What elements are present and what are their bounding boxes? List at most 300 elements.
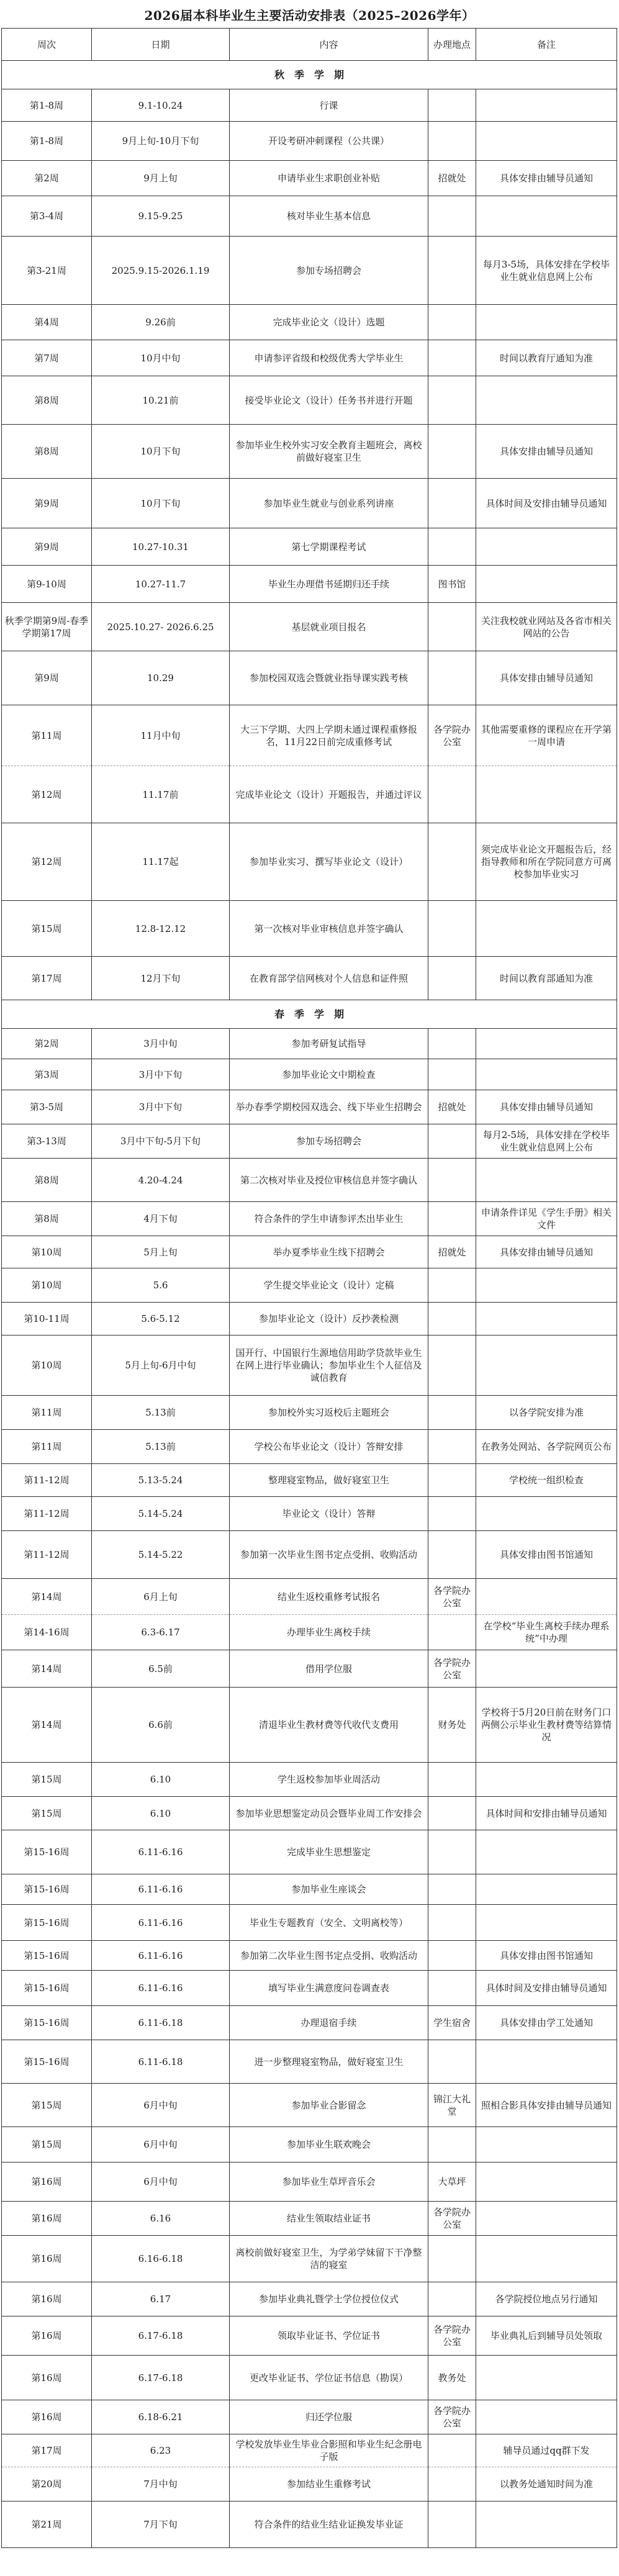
- cell-location: [428, 2040, 476, 2084]
- schedule-row: [2, 1650, 617, 1688]
- cell-remark: [476, 2501, 617, 2548]
- cell-remark: 照相合影具体安排由辅导员通知: [476, 2084, 617, 2127]
- cell-date: 10.21前: [92, 376, 230, 425]
- cell-week: 第21周: [2, 2501, 92, 2548]
- cell-content: 学校公布毕业论文（设计）答辩安排: [230, 1430, 428, 1464]
- cell-date: 5.13前: [92, 1396, 230, 1430]
- cell-week: 第1-8周: [2, 122, 92, 161]
- cell-content: 行课: [230, 89, 428, 122]
- cell-location: [428, 1124, 476, 1159]
- cell-location: 各学院办公室: [428, 1650, 476, 1688]
- cell-location: 学生宿舍: [428, 2006, 476, 2040]
- cell-location: [428, 1159, 476, 1202]
- cell-location: [428, 1615, 476, 1650]
- cell-content: 参加考研复试指导: [230, 1029, 428, 1059]
- cell-date: 10.27-10.31: [92, 528, 230, 566]
- schedule-table-body: [2, 61, 617, 2548]
- schedule-row: [2, 2084, 617, 2127]
- schedule-row: [2, 1830, 617, 1874]
- cell-week: 第11-12周: [2, 1497, 92, 1531]
- cell-date: 7月下旬: [92, 2501, 230, 2548]
- cell-remark: [476, 1029, 617, 1059]
- cell-week: 第8周: [2, 425, 92, 479]
- cell-location: 招就处: [428, 161, 476, 196]
- schedule-row: [2, 957, 617, 1000]
- cell-date: 6.3-6.17: [92, 1615, 230, 1650]
- cell-date: 4月下旬: [92, 1202, 230, 1236]
- cell-location: [428, 479, 476, 528]
- cell-content: 国开行、中国银行生源地信用助学贷款毕业生在网上进行毕业确认；参加毕业生个人征信及诚信教育: [230, 1335, 428, 1396]
- cell-week: 第14周: [2, 1650, 92, 1688]
- schedule-row: [2, 1396, 617, 1430]
- schedule-row: [2, 122, 617, 161]
- cell-date: 5月上旬: [92, 1236, 230, 1268]
- cell-week: 第10周: [2, 1268, 92, 1303]
- cell-location: [428, 2501, 476, 2548]
- cell-week: 第14周: [2, 1688, 92, 1763]
- schedule-row: [2, 603, 617, 651]
- cell-week: 第16周: [2, 2400, 92, 2434]
- cell-location: [428, 901, 476, 957]
- cell-content: 开设考研冲刺课程（公共课）: [230, 122, 428, 161]
- cell-week: 秋季学期第9周-春季学期第17周: [2, 603, 92, 651]
- cell-content: 毕业生专题教育（安全、文明离校等）: [230, 1905, 428, 1941]
- cell-date: 10.27-11.7: [92, 566, 230, 603]
- cell-week: 第8周: [2, 1159, 92, 1202]
- cell-location: [428, 425, 476, 479]
- schedule-row: [2, 1268, 617, 1303]
- cell-date: 5月上旬-6月中旬: [92, 1335, 230, 1396]
- cell-week: 第1-8周: [2, 89, 92, 122]
- cell-remark: 具体安排由辅导员通知: [476, 1236, 617, 1268]
- cell-remark: 具体安排由图书馆通知: [476, 1941, 617, 1971]
- cell-week: 第15周: [2, 1797, 92, 1830]
- cell-week: 第15周: [2, 901, 92, 957]
- cell-content: 参加结业生重修考试: [230, 2467, 428, 2501]
- cell-location: [428, 305, 476, 340]
- cell-date: 6.17-6.18: [92, 2316, 230, 2356]
- cell-week: 第3-21周: [2, 237, 92, 305]
- cell-week: 第11-12周: [2, 1464, 92, 1497]
- cell-date: 3月中下旬: [92, 1090, 230, 1124]
- cell-date: 12.8-12.12: [92, 901, 230, 957]
- schedule-row: [2, 2040, 617, 2084]
- cell-remark: [476, 196, 617, 237]
- cell-date: 3月中下旬-5月下旬: [92, 1124, 230, 1159]
- cell-content: 学生返校参加毕业周活动: [230, 1763, 428, 1797]
- cell-date: 6月中旬: [92, 2084, 230, 2127]
- cell-remark: 在学校“毕业生离校手续办理系统”中办理: [476, 1615, 617, 1650]
- cell-week: 第3-4周: [2, 196, 92, 237]
- schedule-row: [2, 2202, 617, 2236]
- cell-location: 各学院办公室: [428, 2316, 476, 2356]
- cell-content: 第二次核对毕业及授位审核信息并签字确认: [230, 1159, 428, 1202]
- cell-location: 招就处: [428, 1236, 476, 1268]
- cell-date: 6.11-6.16: [92, 1830, 230, 1874]
- schedule-row: [2, 1874, 617, 1905]
- cell-location: [428, 1396, 476, 1430]
- cell-week: 第10周: [2, 1335, 92, 1396]
- section-header-row: [2, 1000, 617, 1029]
- cell-content: 第七学期课程考试: [230, 528, 428, 566]
- column-header-content: 内容: [230, 29, 428, 61]
- schedule-row: [2, 2282, 617, 2316]
- cell-location: 招就处: [428, 1090, 476, 1124]
- section-header-row: [2, 61, 617, 89]
- cell-remark: 具体安排由学工处通知: [476, 2006, 617, 2040]
- cell-content: 学生提交毕业论文（设计）定稿: [230, 1268, 428, 1303]
- cell-remark: [476, 1830, 617, 1874]
- schedule-row: [2, 237, 617, 305]
- cell-date: 10.29: [92, 651, 230, 705]
- cell-remark: 须完成毕业论文开题报告后，经指导教师和所在学院同意方可离校参加毕业实习: [476, 823, 617, 901]
- schedule-row: [2, 1335, 617, 1396]
- cell-remark: [476, 2127, 617, 2162]
- schedule-row: [2, 823, 617, 901]
- cell-remark: [476, 1650, 617, 1688]
- cell-date: 6月中旬: [92, 2162, 230, 2202]
- cell-date: 11.17前: [92, 766, 230, 823]
- schedule-row: [2, 901, 617, 957]
- cell-location: [428, 1303, 476, 1335]
- schedule-row: [2, 766, 617, 823]
- cell-date: 6.10: [92, 1763, 230, 1797]
- cell-date: 10月下旬: [92, 479, 230, 528]
- cell-week: 第4周: [2, 305, 92, 340]
- cell-week: 第11周: [2, 1430, 92, 1464]
- cell-location: [428, 122, 476, 161]
- cell-week: 第15-16周: [2, 1971, 92, 2006]
- cell-remark: 时间以教育部通知为准: [476, 957, 617, 1000]
- cell-week: 第15-16周: [2, 1941, 92, 1971]
- cell-remark: 具体安排由辅导员通知: [476, 425, 617, 479]
- schedule-row: [2, 528, 617, 566]
- schedule-row: [2, 196, 617, 237]
- cell-remark: [476, 305, 617, 340]
- schedule-row: [2, 1531, 617, 1579]
- schedule-row: [2, 1202, 617, 1236]
- cell-content: 基层就业项目报名: [230, 603, 428, 651]
- cell-week: 第2周: [2, 1029, 92, 1059]
- cell-date: 6.11-6.16: [92, 1905, 230, 1941]
- schedule-row: [2, 566, 617, 603]
- schedule-row: [2, 89, 617, 122]
- cell-remark: 具体安排由辅导员通知: [476, 651, 617, 705]
- cell-content: 举办夏季毕业生线下招聘会: [230, 1236, 428, 1268]
- cell-date: 6.18-6.21: [92, 2400, 230, 2434]
- cell-week: 第15-16周: [2, 1874, 92, 1905]
- cell-date: 6.17-6.18: [92, 2356, 230, 2400]
- schedule-row: [2, 305, 617, 340]
- schedule-row: [2, 1688, 617, 1763]
- cell-location: 图书馆: [428, 566, 476, 603]
- schedule-row: [2, 1763, 617, 1797]
- cell-week: 第15-16周: [2, 1905, 92, 1941]
- cell-week: 第15周: [2, 2084, 92, 2127]
- cell-date: 6.11-6.18: [92, 2040, 230, 2084]
- cell-remark: [476, 1159, 617, 1202]
- cell-content: 参加第二次毕业生图书定点受捐、收购活动: [230, 1941, 428, 1971]
- cell-content: 完成毕业论文（设计）选题: [230, 305, 428, 340]
- cell-location: [428, 1202, 476, 1236]
- cell-week: 第17周: [2, 2434, 92, 2467]
- cell-remark: [476, 1268, 617, 1303]
- column-header-remark: 备注: [476, 29, 617, 61]
- cell-date: 6.6前: [92, 1688, 230, 1763]
- cell-content: 完成毕业论文（设计）开题报告，并通过评议: [230, 766, 428, 823]
- cell-location: [428, 1874, 476, 1905]
- cell-location: [428, 528, 476, 566]
- schedule-row: [2, 340, 617, 376]
- cell-remark: 具体安排由图书馆通知: [476, 1531, 617, 1579]
- cell-remark: [476, 2162, 617, 2202]
- cell-content: 结业生返校重修考试报名: [230, 1579, 428, 1615]
- cell-date: 6.17: [92, 2282, 230, 2316]
- cell-location: [428, 1941, 476, 1971]
- schedule-row: [2, 1497, 617, 1531]
- schedule-row: [2, 1905, 617, 1941]
- cell-date: 5.14-5.22: [92, 1531, 230, 1579]
- cell-content: 办理退宿手续: [230, 2006, 428, 2040]
- column-header-location: 办理地点: [428, 29, 476, 61]
- cell-remark: 关注我校就业网站及各省市相关网站的公告: [476, 603, 617, 651]
- cell-remark: [476, 2236, 617, 2282]
- cell-week: 第7周: [2, 340, 92, 376]
- cell-location: [428, 196, 476, 237]
- cell-location: 锦江大礼堂: [428, 2084, 476, 2127]
- cell-content: 完成毕业生思想鉴定: [230, 1830, 428, 1874]
- cell-location: [428, 1430, 476, 1464]
- cell-remark: [476, 766, 617, 823]
- cell-remark: [476, 1763, 617, 1797]
- cell-content: 参加校外实习返校后主题班会: [230, 1396, 428, 1430]
- cell-remark: 具体安排由辅导员通知: [476, 1090, 617, 1124]
- cell-content: 在教育部学信网核对个人信息和证件照: [230, 957, 428, 1000]
- cell-location: [428, 376, 476, 425]
- cell-content: 参加毕业论文中期检查: [230, 1059, 428, 1090]
- cell-content: 参加专场招聘会: [230, 1124, 428, 1159]
- cell-remark: 在教务处网站、各学院网页公布: [476, 1430, 617, 1464]
- cell-week: 第9周: [2, 528, 92, 566]
- schedule-row: [2, 2501, 617, 2548]
- cell-content: 大三下学期、大四上学期未通过课程重修报名，11月22日前完成重修考试: [230, 705, 428, 766]
- cell-remark: 具体安排由辅导员通知: [476, 161, 617, 196]
- schedule-row: [2, 2236, 617, 2282]
- cell-remark: [476, 1497, 617, 1531]
- cell-date: 4.20-4.24: [92, 1159, 230, 1202]
- cell-content: 借用学位服: [230, 1650, 428, 1688]
- cell-week: 第20周: [2, 2467, 92, 2501]
- cell-remark: [476, 1059, 617, 1090]
- schedule-row: [2, 376, 617, 425]
- cell-week: 第9-10周: [2, 566, 92, 603]
- cell-date: 6月中旬: [92, 2127, 230, 2162]
- cell-remark: [476, 2040, 617, 2084]
- cell-content: 接受毕业论文（设计）任务书并进行开题: [230, 376, 428, 425]
- cell-content: 参加毕业生就业与创业系列讲座: [230, 479, 428, 528]
- cell-date: 5.13前: [92, 1430, 230, 1464]
- cell-content: 离校前做好寝室卫生，为学弟学妹留下干净整洁的寝室: [230, 2236, 428, 2282]
- cell-content: 填写毕业生满意度问卷调查表: [230, 1971, 428, 2006]
- schedule-row: [2, 2006, 617, 2040]
- cell-remark: 以各学院安排为准: [476, 1396, 617, 1430]
- cell-content: 参加校园双选会暨就业指导课实践考核: [230, 651, 428, 705]
- cell-content: 参加毕业生座谈会: [230, 1874, 428, 1905]
- cell-date: 5.6: [92, 1268, 230, 1303]
- cell-date: 10月中旬: [92, 340, 230, 376]
- cell-week: 第16周: [2, 2356, 92, 2400]
- header-row: [2, 29, 617, 61]
- cell-location: 财务处: [428, 1688, 476, 1763]
- cell-location: [428, 1531, 476, 1579]
- cell-remark: [476, 901, 617, 957]
- cell-remark: [476, 2400, 617, 2434]
- cell-location: [428, 2127, 476, 2162]
- cell-location: [428, 1059, 476, 1090]
- cell-week: 第9周: [2, 479, 92, 528]
- schedule-row: [2, 1236, 617, 1268]
- cell-content: 举办春季学期校园双选会、线下毕业生招聘会: [230, 1090, 428, 1124]
- schedule-row: [2, 2356, 617, 2400]
- cell-content: 毕业论文（设计）答辩: [230, 1497, 428, 1531]
- schedule-row: [2, 425, 617, 479]
- schedule-row: [2, 161, 617, 196]
- cell-week: 第8周: [2, 1202, 92, 1236]
- cell-remark: 具体时间和安排由辅导员通知: [476, 1797, 617, 1830]
- cell-week: 第15周: [2, 1763, 92, 1797]
- column-header-date: 日期: [92, 29, 230, 61]
- cell-location: [428, 1763, 476, 1797]
- cell-date: 6月上旬: [92, 1579, 230, 1615]
- cell-content: 归还学位服: [230, 2400, 428, 2434]
- cell-location: 各学院办公室: [428, 2202, 476, 2236]
- cell-content: 参加毕业论文（设计）反抄袭检测: [230, 1303, 428, 1335]
- cell-content: 参加毕业实习、撰写毕业论文（设计）: [230, 823, 428, 901]
- cell-date: 6.16: [92, 2202, 230, 2236]
- cell-location: [428, 823, 476, 901]
- cell-location: [428, 651, 476, 705]
- cell-location: [428, 1268, 476, 1303]
- schedule-row: [2, 1579, 617, 1615]
- cell-date: 6.23: [92, 2434, 230, 2467]
- cell-remark: [476, 1335, 617, 1396]
- cell-remark: 具体时间及安排由辅导员通知: [476, 1971, 617, 2006]
- cell-date: 5.6-5.12: [92, 1303, 230, 1335]
- cell-date: 6.11-6.16: [92, 1971, 230, 2006]
- schedule-row: [2, 1464, 617, 1497]
- cell-week: 第16周: [2, 2282, 92, 2316]
- cell-content: 参加毕业典礼暨学士学位授位仪式: [230, 2282, 428, 2316]
- cell-location: [428, 1797, 476, 1830]
- cell-content: 结业生领取结业证书: [230, 2202, 428, 2236]
- cell-content: 参加毕业思想鉴定动员会暨毕业周工作安排会: [230, 1797, 428, 1830]
- cell-week: 第3-13周: [2, 1124, 92, 1159]
- cell-week: 第16周: [2, 2236, 92, 2282]
- schedule-row: [2, 479, 617, 528]
- schedule-row: [2, 2400, 617, 2434]
- cell-week: 第11周: [2, 705, 92, 766]
- cell-remark: [476, 2202, 617, 2236]
- cell-content: 参加毕业合影留念: [230, 2084, 428, 2127]
- schedule-row: [2, 1159, 617, 1202]
- cell-remark: [476, 122, 617, 161]
- schedule-row: [2, 1059, 617, 1090]
- cell-location: [428, 1971, 476, 2006]
- cell-week: 第15-16周: [2, 2040, 92, 2084]
- cell-remark: 学校统一组织检查: [476, 1464, 617, 1497]
- cell-remark: [476, 2356, 617, 2400]
- cell-date: 9.1-10.24: [92, 89, 230, 122]
- cell-location: [428, 1497, 476, 1531]
- cell-content: 整理寝室物品，做好寝室卫生: [230, 1464, 428, 1497]
- cell-remark: [476, 89, 617, 122]
- cell-date: 3月中下旬: [92, 1059, 230, 1090]
- cell-content: 第一次核对毕业审核信息并签字确认: [230, 901, 428, 957]
- cell-remark: 以教务处通知时间为准: [476, 2467, 617, 2501]
- cell-week: 第10-11周: [2, 1303, 92, 1335]
- cell-content: 学校发放毕业生毕业合影照和毕业生纪念册电子版: [230, 2434, 428, 2467]
- schedule-row: [2, 2162, 617, 2202]
- cell-remark: [476, 1905, 617, 1941]
- cell-location: [428, 1905, 476, 1941]
- cell-content: 申请毕业生求职创业补贴: [230, 161, 428, 196]
- cell-location: [428, 766, 476, 823]
- cell-remark: 具体时间及安排由辅导员通知: [476, 479, 617, 528]
- cell-week: 第3周: [2, 1059, 92, 1090]
- cell-location: [428, 1464, 476, 1497]
- schedule-row: [2, 1797, 617, 1830]
- cell-week: 第12周: [2, 823, 92, 901]
- cell-week: 第8周: [2, 376, 92, 425]
- cell-date: 10月下旬: [92, 425, 230, 479]
- cell-content: 参加毕业生联欢晚会: [230, 2127, 428, 2162]
- cell-content: 符合条件的结业生结业证换发毕业证: [230, 2501, 428, 2548]
- cell-location: [428, 2236, 476, 2282]
- cell-date: 6.11-6.18: [92, 2006, 230, 2040]
- schedule-row: [2, 651, 617, 705]
- schedule-row: [2, 1303, 617, 1335]
- cell-location: [428, 340, 476, 376]
- cell-week: 第14-16周: [2, 1615, 92, 1650]
- cell-week: 第17周: [2, 957, 92, 1000]
- cell-week: 第11周: [2, 1396, 92, 1430]
- cell-remark: 各学院授位地点另行通知: [476, 2282, 617, 2316]
- column-header-week: 周次: [2, 29, 92, 61]
- cell-date: 9月上旬-10月下旬: [92, 122, 230, 161]
- cell-date: 9月上旬: [92, 161, 230, 196]
- section-label: 春 季 学 期: [2, 1000, 617, 1029]
- cell-date: 6.10: [92, 1797, 230, 1830]
- schedule-row: [2, 2434, 617, 2467]
- cell-remark: [476, 566, 617, 603]
- cell-date: 9.15-9.25: [92, 196, 230, 237]
- cell-remark: [476, 1874, 617, 1905]
- cell-location: [428, 1830, 476, 1874]
- cell-content: 申请参评省级和校级优秀大学毕业生: [230, 340, 428, 376]
- cell-date: 5.13-5.24: [92, 1464, 230, 1497]
- cell-week: 第15-16周: [2, 2006, 92, 2040]
- cell-content: 进一步整理寝室物品，做好寝室卫生: [230, 2040, 428, 2084]
- schedule-row: [2, 1430, 617, 1464]
- cell-week: 第12周: [2, 766, 92, 823]
- cell-content: 参加专场招聘会: [230, 237, 428, 305]
- schedule-row: [2, 1971, 617, 2006]
- schedule-row: [2, 2467, 617, 2501]
- cell-date: 6.5前: [92, 1650, 230, 1688]
- cell-location: [428, 89, 476, 122]
- cell-remark: 申请条件详见《学生手册》相关文件: [476, 1202, 617, 1236]
- cell-location: [428, 2467, 476, 2501]
